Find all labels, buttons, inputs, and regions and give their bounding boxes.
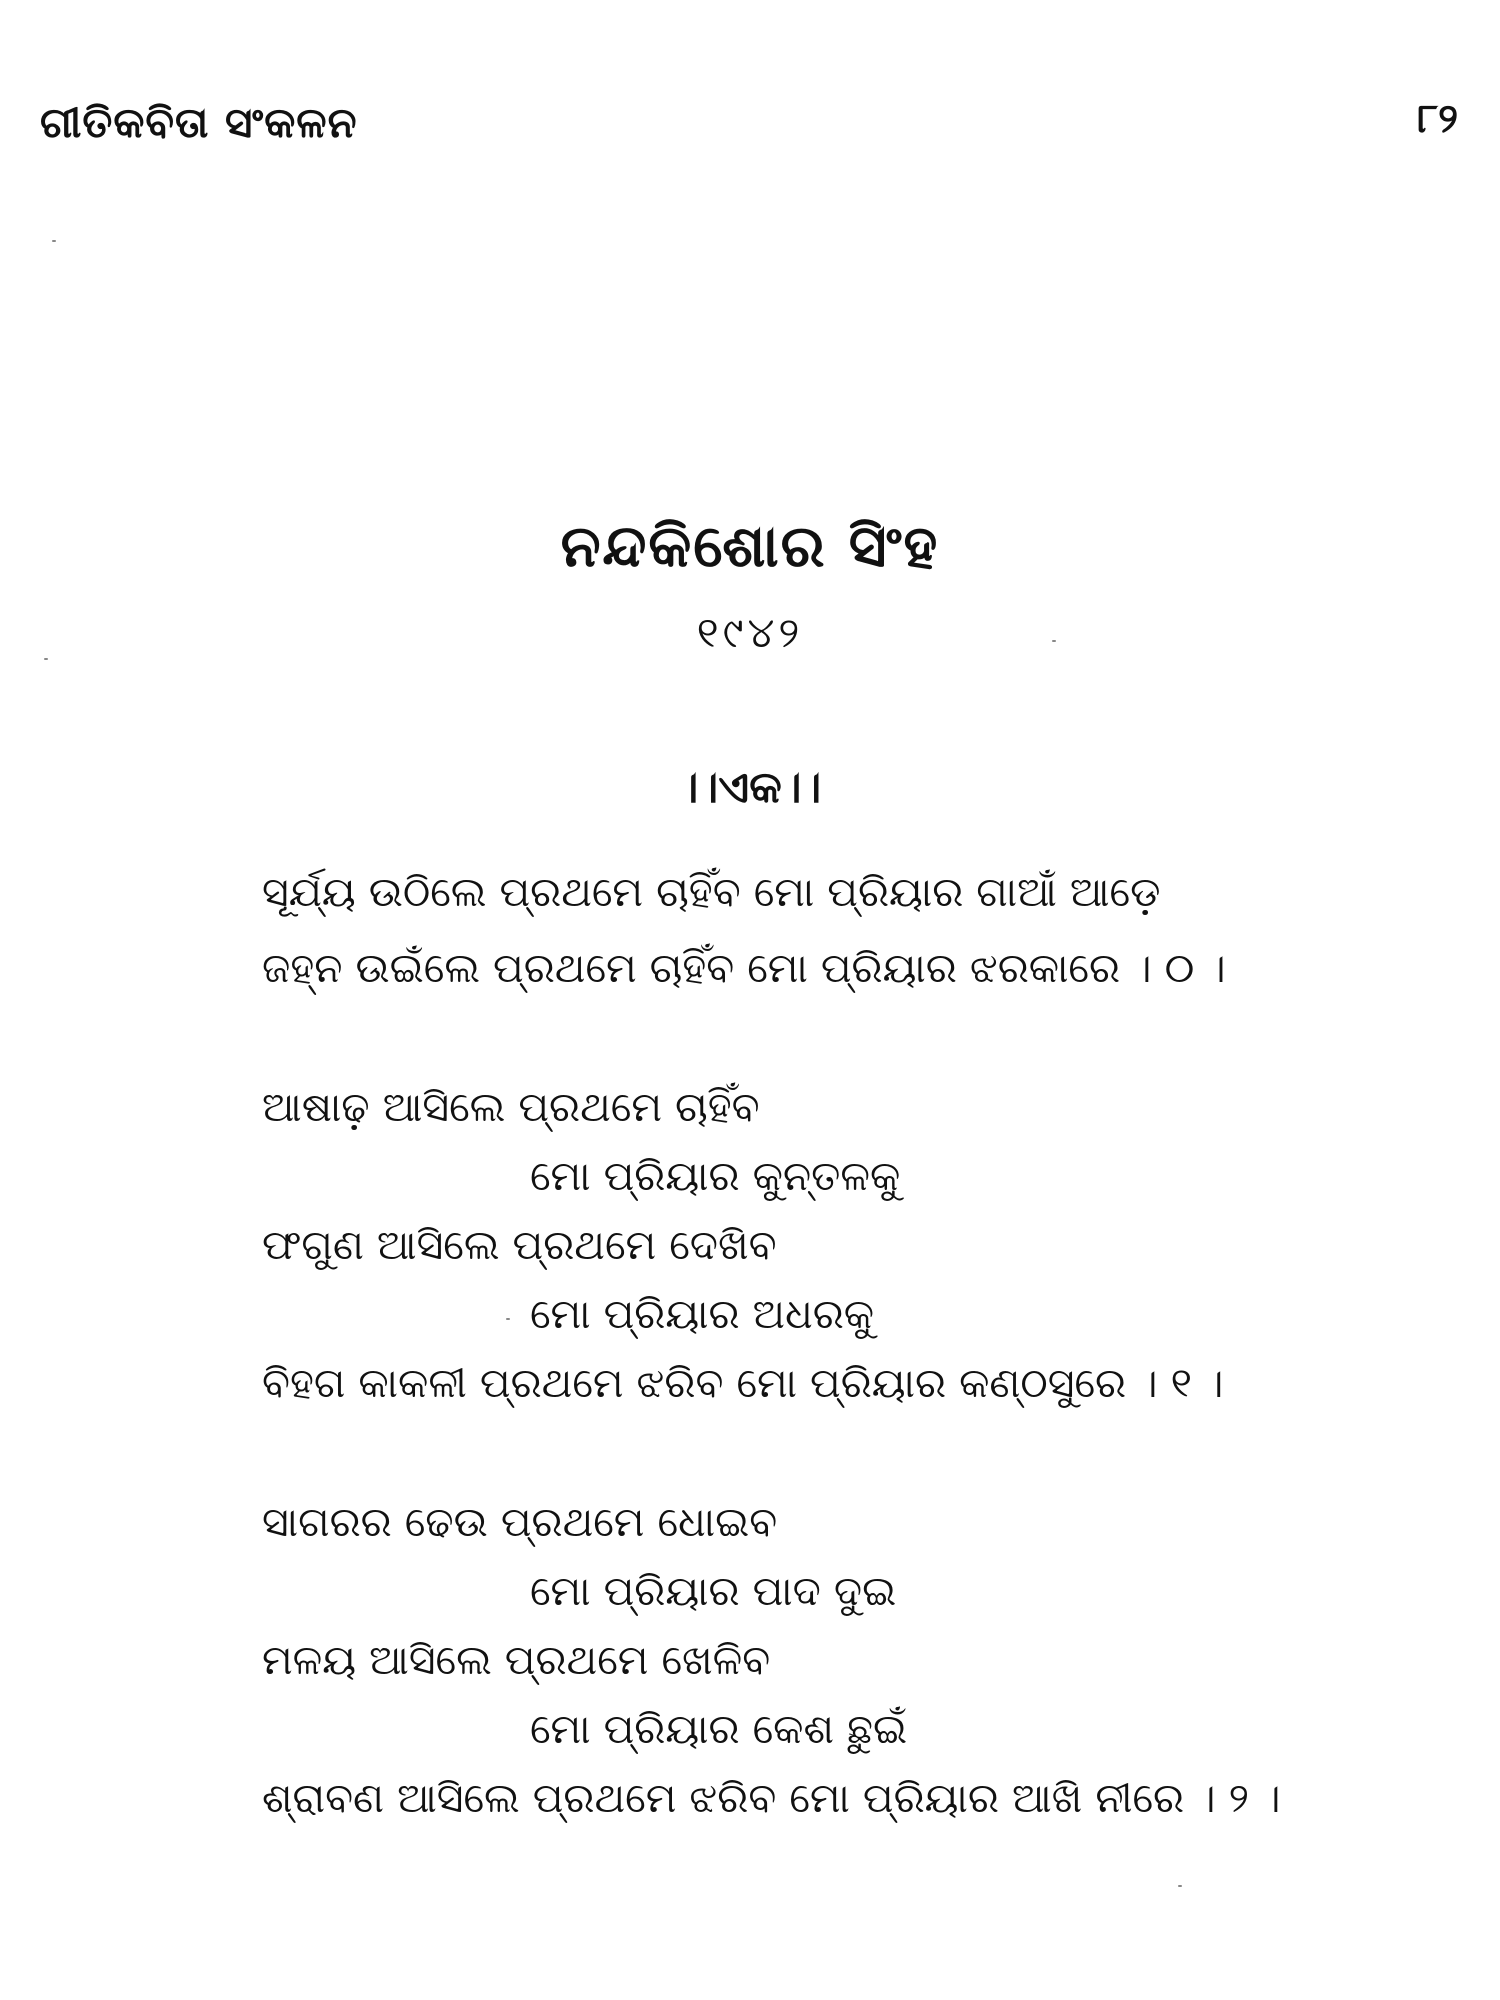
- scan-speck: [1052, 640, 1056, 642]
- poem-line: ସାଗରର ଢେଉ ପ୍ରଥମେ ଧୋଇବ: [262, 1498, 778, 1546]
- poem-line: ସୂର୍ଯ୍ୟ ଉଠିଲେ ପ୍ରଥମେ ଚାହିଁବ ମୋ ପ୍ରିୟାର ଗାଆଁ ଆଡ଼େ: [262, 868, 1161, 916]
- scan-speck: [44, 658, 48, 660]
- author-name: ନନ୍ଦକିଶୋର ସିଂହ: [560, 512, 940, 580]
- poem-line: ମୋ ପ୍ରିୟାର ପାଦ ଦୁଇ: [530, 1567, 897, 1615]
- poem-line: ମଳୟ ଆସିଲେ ପ୍ରଥମେ ଖେଳିବ: [262, 1636, 771, 1684]
- poem-line: ମୋ ପ୍ରିୟାର କେଶ ଛୁଇଁ: [530, 1705, 908, 1753]
- scan-speck: [1178, 1885, 1182, 1887]
- page-number: ୮୨: [1417, 96, 1458, 142]
- poem-number: ।।ଏକ।।: [678, 762, 822, 813]
- poem-line: ଶ୍ରାବଣ ଆସିଲେ ପ୍ରଥମେ ଝରିବ ମୋ ପ୍ରିୟାର ଆଖି ନୀରେ । ୨ ।: [262, 1774, 1281, 1822]
- poem-line: ମୋ ପ୍ରିୟାର କୁନ୍ତଳକୁ: [530, 1152, 901, 1200]
- scan-speck: [52, 240, 56, 242]
- poem-line: ମୋ ପ୍ରିୟାର ଅଧରକୁ: [530, 1290, 875, 1338]
- poem-line: ଫଗୁଣ ଆସିଲେ ପ୍ରଥମେ ଦେଖିବ: [262, 1221, 777, 1269]
- poem-line: ବିହଗ କାକଳୀ ପ୍ରଥମେ ଝରିବ ମୋ ପ୍ରିୟାର କଣ୍ଠସୁରେ । ୧ ।: [262, 1359, 1224, 1407]
- poem-line: ଆଷାଢ଼ ଆସିଲେ ପ୍ରଥମେ ଚାହିଁବ: [262, 1083, 760, 1131]
- author-year: ୧୯୪୨: [696, 608, 804, 657]
- poem-line: ଜହ୍ନ ଉଇଁଲେ ପ୍ରଥମେ ଚାହିଁବ ମୋ ପ୍ରିୟାର ଝରକାରେ । ୦ ।: [262, 944, 1226, 992]
- running-header-title: ଗୀତିକବିତା ସଂକଳନ: [40, 98, 358, 147]
- scan-speck: [506, 1318, 510, 1320]
